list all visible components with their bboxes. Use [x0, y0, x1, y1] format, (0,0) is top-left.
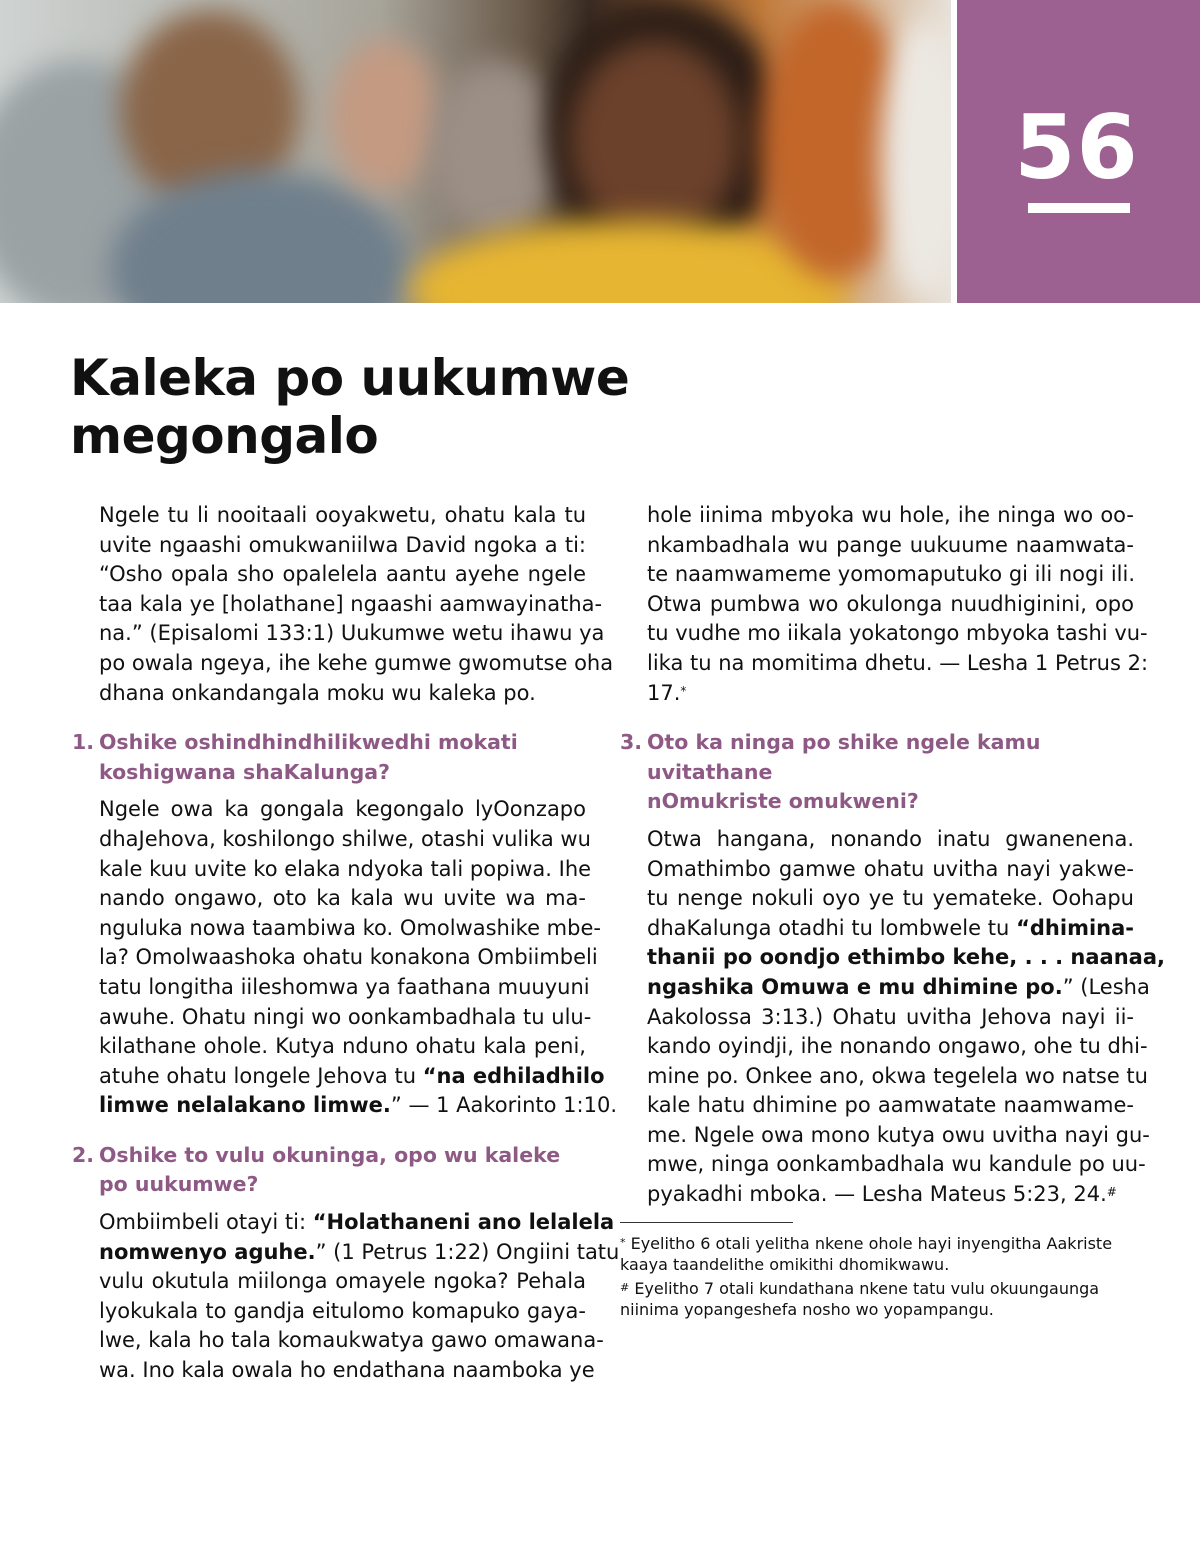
question-line: Oshike oshindhindhilikwedhi mokati: [99, 730, 518, 755]
line-text: te naamwameme yomomaputuko gi ili nogi ili.: [647, 562, 1136, 587]
paragraph-line: [99, 590, 603, 620]
line-text: Ngele owa ka gongala kegongalo lyOonzapo: [99, 797, 586, 822]
line-text: dhaKalunga otadhi tu lombwele tu: [647, 915, 1017, 940]
paragraph: [647, 825, 1165, 1210]
paragraph-line: [647, 1032, 1148, 1062]
footnote-marker: *: [620, 1235, 626, 1249]
line-text: Otwa hangana, nonando inatu gwanenena.: [647, 826, 1134, 851]
page-title-line: Kaleka po uukumwe: [70, 349, 630, 407]
line-text: atuhe ohatu longele Jehova tu: [99, 1063, 423, 1088]
paragraph-line: [99, 1326, 604, 1356]
line-text: pyakadhi mboka. — Lesha Mateus 5:23, 24.: [647, 1182, 1107, 1207]
paragraph-line: [647, 590, 1134, 620]
line-text: kilathane ohole. Kutya nduno ohatu kala peni,: [99, 1034, 586, 1059]
paragraph-line: [647, 531, 1134, 561]
line-text: uvite ngaashi omukwaniilwa David ngoka a ti:: [99, 532, 586, 557]
chapter-badge: [957, 0, 1200, 303]
paragraph-line: [99, 501, 586, 531]
chapter-number: 56: [1014, 96, 1139, 199]
question-line: koshigwana shaKalunga?: [99, 759, 390, 784]
paragraph-line: [99, 855, 592, 885]
line-text: taa kala ye [holathane] ngaashi aamwayinatha-: [99, 591, 603, 616]
paragraph-line: [99, 795, 586, 825]
footnote-marker: #: [1106, 1185, 1117, 1200]
line-text: nguluka nowa taambiwa ko. Omolwashike mbe-: [99, 915, 601, 940]
paragraph-line: [99, 1356, 595, 1386]
paragraph-line: [647, 1121, 1150, 1151]
bold-quote: thanii po oondjo ethimbo kehe, . . . naanaa,: [647, 945, 1165, 970]
footnotes: [618, 1233, 1134, 1320]
footnote-marker: *: [680, 683, 687, 698]
question-line: po uukumwe?: [99, 1172, 259, 1197]
bold-quote: ngashika Omuwa e mu dhimine po.: [647, 974, 1063, 999]
question-heading: [618, 728, 1134, 817]
bold-quote: nomwenyo aguhe.: [99, 1239, 316, 1264]
paragraph-line: [647, 1150, 1146, 1180]
line-text: awuhe. Ohatu ningi wo oonkambadhala tu ulu-: [99, 1004, 592, 1029]
question-number: 3.: [620, 730, 643, 755]
line-text: nkambadhala wu pange uukuume naamwata-: [647, 532, 1134, 557]
line-text: mwe, ninga oonkambadhala wu kandule po uu-: [647, 1152, 1146, 1177]
paragraph-line: [99, 825, 591, 855]
chapter-number-underline: [1028, 203, 1130, 213]
line-text: kando oyindji, ihe nonando ongawo, ohe tu dhi-: [647, 1034, 1148, 1059]
paragraph-line: [647, 1180, 1134, 1210]
line-text: lwe, kala ho tala komaukwatya gawo omawana-: [99, 1328, 604, 1353]
footnote-text: Eyelitho 6 otali yelitha nkene ohole hayi inyengitha Aakriste: [630, 1233, 1113, 1253]
line-text: nando ongawo, oto ka kala wu uvite wa ma-: [99, 886, 586, 911]
footnote: [620, 1278, 1134, 1320]
line-text: Omathimbo gamwe ohatu uvitha nayi yakwe-: [647, 856, 1134, 881]
page-title-line: megongalo: [70, 407, 379, 465]
bold-quote: “Holathaneni ano lelalela: [312, 1210, 615, 1235]
paragraph: [99, 1208, 620, 1386]
line-text: tu vudhe mo iikala yokatongo mbyoka tashi vu-: [647, 621, 1148, 646]
line-text: 17.: [647, 680, 681, 705]
paragraph-line: [647, 649, 1149, 679]
header-photo: [0, 0, 951, 303]
left-column: [70, 501, 620, 1386]
question-line: Oto ka ninga po shike ngele kamu uvitathane: [647, 730, 1041, 784]
line-text: na.” (Episalomi 133:1) Uukumwe wetu ihawu ya: [99, 621, 605, 646]
line-text: tu nenge nokuli oyo ye tu yemateke. Oohapu: [647, 886, 1134, 911]
paragraph-line: [647, 825, 1134, 855]
right-column: [618, 501, 1165, 1323]
paragraph-line: [647, 679, 1134, 709]
line-text: dhana onkandangala moku wu kaleka po.: [99, 680, 536, 705]
paragraph-line: [647, 855, 1134, 885]
footnote-text: Eyelitho 7 otali kundathana nkene tatu vulu okuungaunga: [634, 1278, 1100, 1298]
paragraph-line: [99, 1032, 586, 1062]
footnote-divider: [620, 1222, 793, 1223]
paragraph: [99, 795, 618, 1121]
paragraph-line: [647, 501, 1134, 531]
paragraph-line: [99, 560, 586, 590]
line-text: ” (1 Petrus 1:22) Ongiini tatu: [315, 1239, 620, 1264]
paragraph-line: [647, 943, 1165, 973]
line-text: Ombiimbeli otayi ti:: [99, 1210, 313, 1235]
question-line: nOmukriste omukweni?: [647, 789, 919, 814]
question-heading: [70, 1141, 586, 1200]
line-text: ” (Lesha: [1062, 974, 1150, 999]
paragraph-line: [99, 1297, 586, 1327]
line-text: “Osho opala sho opalelela aantu ayehe ngele: [99, 562, 586, 587]
paragraph-line: [647, 914, 1134, 944]
line-text: la? Omolwaashoka ohatu konakona Ombiimbeli: [99, 945, 598, 970]
line-text: kale hatu dhimine po aamwatate naamwame-: [647, 1093, 1134, 1118]
line-text: ” — 1 Aakorinto 1:10.: [390, 1093, 618, 1118]
paragraph-line: [99, 1091, 618, 1121]
line-text: Ngele tu li nooitaali ooyakwetu, ohatu kala tu: [99, 503, 586, 527]
paragraph-line: [99, 1238, 620, 1268]
line-text: po owala ngeya, ihe kehe gumwe gwomutse oha: [99, 650, 614, 675]
line-text: lika tu na momitima dhetu. — Lesha 1 Petrus 2:: [647, 650, 1149, 675]
bold-quote: limwe nelalakano limwe.: [99, 1093, 391, 1118]
paragraph-line: [99, 619, 605, 649]
paragraph-line: [99, 649, 614, 679]
line-text: me. Ngele owa mono kutya owu uvitha nayi gu-: [647, 1122, 1150, 1147]
line-text: Aakolossa 3:13.) Ohatu uvitha Jehova nayi ii-: [647, 1004, 1134, 1029]
footnote-marker: #: [620, 1280, 630, 1294]
footnote-text: niinima yopangeshefa nosho wo yopampangu.: [620, 1299, 994, 1319]
paragraph-line: [647, 884, 1134, 914]
paragraph-line: [99, 914, 601, 944]
paragraph-line: [647, 1062, 1148, 1092]
paragraph: [99, 501, 614, 708]
line-text: hole iinima mbyoka wu hole, ihe ninga wo oo-: [647, 503, 1134, 527]
line-text: wa. Ino kala owala ho endathana naamboka ye: [99, 1358, 595, 1383]
paragraph-line: [647, 973, 1150, 1003]
footnote-text: kaaya taandelithe omikithi dhomikwawu.: [620, 1254, 950, 1274]
paragraph-line: [647, 619, 1148, 649]
question-line: Oshike to vulu okuninga, opo wu kaleke: [99, 1142, 561, 1167]
paragraph-line: [99, 884, 586, 914]
paragraph-line: [99, 531, 586, 561]
line-text: Otwa pumbwa wo okulonga nuudhiginini, opo: [647, 591, 1134, 616]
bold-quote: “na edhiladhilo: [422, 1063, 605, 1088]
line-text: mine po. Onkee ano, okwa tegelela wo natse tu: [647, 1063, 1148, 1088]
footnote: [620, 1233, 1134, 1275]
line-text: dhaJehova, koshilongo shilwe, otashi vulika wu: [99, 826, 591, 851]
page-title: [70, 349, 629, 465]
bold-quote: “dhimina-: [1016, 915, 1134, 940]
paragraph-line: [99, 1003, 592, 1033]
paragraph-line: [99, 1062, 605, 1092]
paragraph-line: [99, 1208, 615, 1238]
paragraph-line: [647, 1003, 1134, 1033]
paragraph: [647, 501, 1149, 708]
paragraph-line: [647, 560, 1134, 590]
paragraph-line: [99, 973, 590, 1003]
question-number: 2.: [72, 1142, 95, 1167]
line-text: tatu longitha iileshomwa ya faathana muuyuni: [99, 974, 590, 999]
paragraph-line: [99, 1267, 586, 1297]
paragraph-line: [647, 1091, 1134, 1121]
line-text: kale kuu uvite ko elaka ndyoka tali popiwa. Ihe: [99, 856, 592, 881]
paragraph-line: [99, 943, 598, 973]
line-text: lyokukala to gandja eitulomo komapuko gaya-: [99, 1298, 586, 1323]
paragraph-line: [99, 679, 586, 709]
line-text: vulu okutula miilonga omayele ngoka? Pehala: [99, 1269, 586, 1294]
question-heading: [70, 728, 586, 787]
question-number: 1.: [72, 730, 95, 755]
